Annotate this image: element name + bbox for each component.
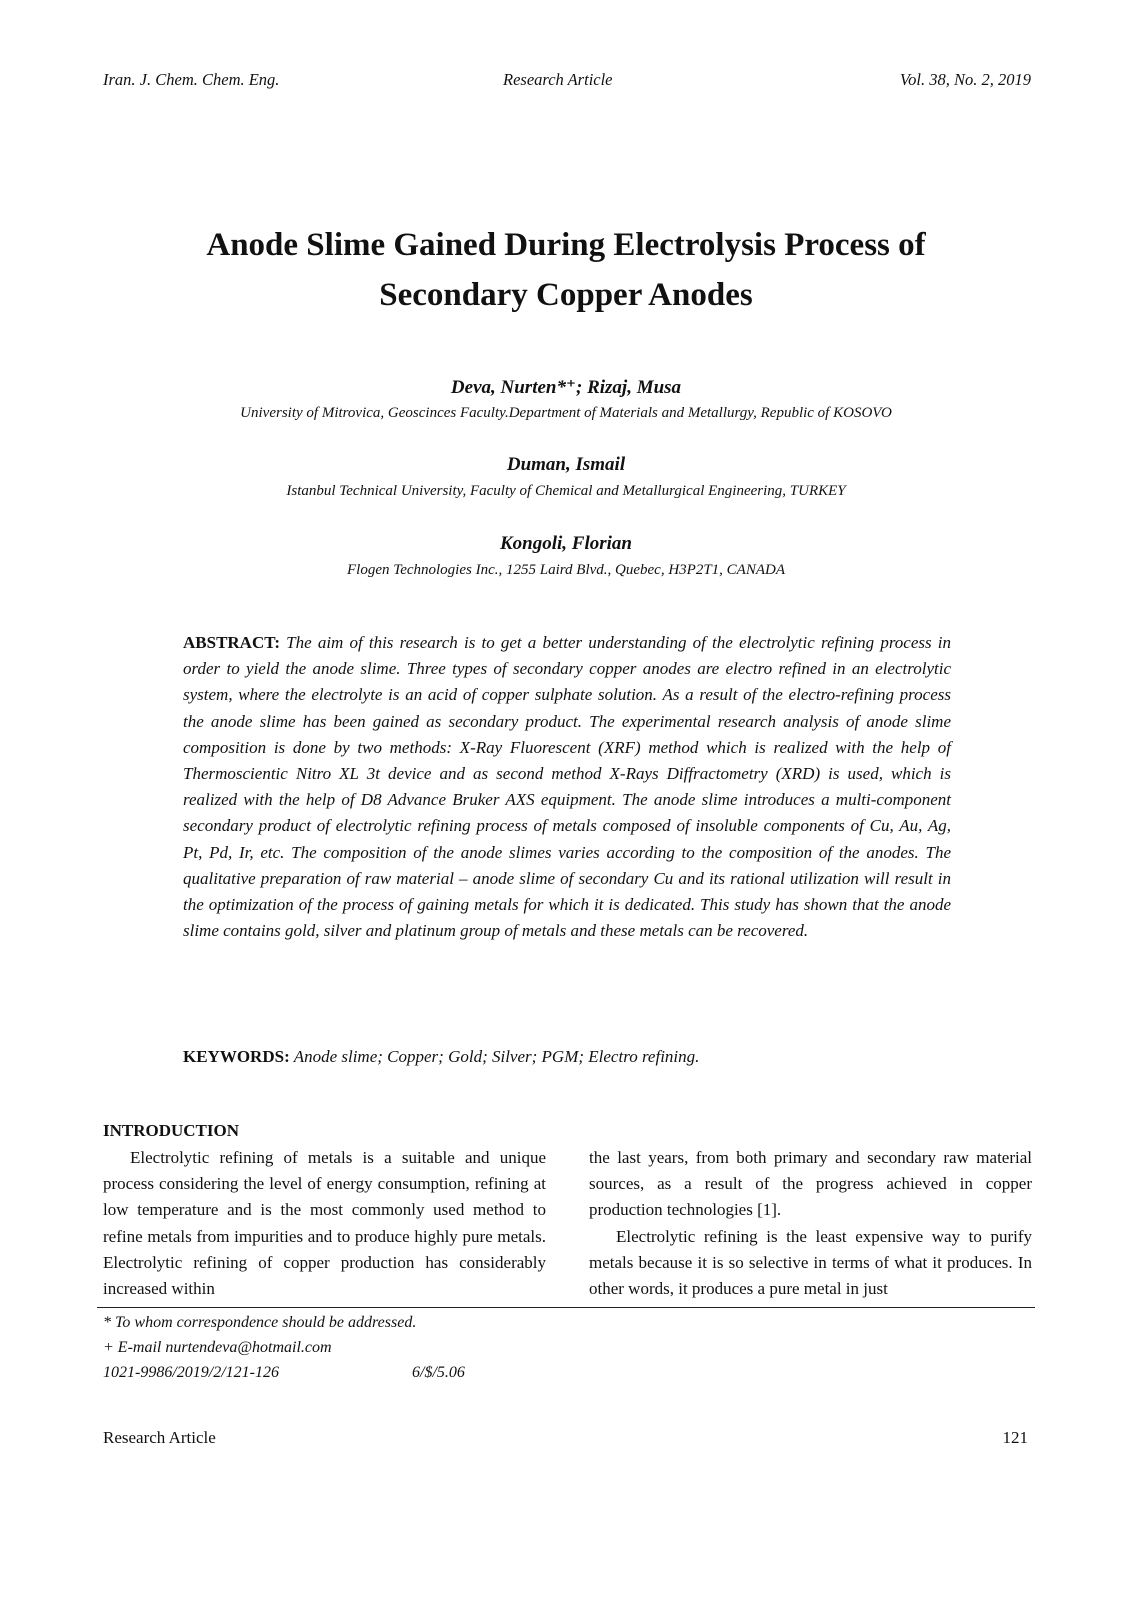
- footnote-correspondence: * To whom correspondence should be addressed.: [103, 1314, 417, 1331]
- abstract-label: ABSTRACT:: [183, 633, 280, 652]
- footnote-price: 6/$/5.06: [412, 1364, 465, 1381]
- abstract-text: The aim of this research is to get a better understanding of the electrolytic refining process in order to yield the anode slime. Three types of secondary copper anodes are electro refined in an electrolytic system, where the electrolyte is an acid of copper sulphate solution. As a result of the electro-refining process the anode slime has been gained as secondary product. The experimental research analysis of anode slime composition is done by two methods: X-Ray Fluorescent (XRF) method which is realized with the help of Thermoscientic Nitro XL 3t device and as second method X-Rays Diffractometry (XRD) is used, which is realized with the help of D8 Advance Bruker AXS equipment. The anode slime introduces a multi-component secondary product of electrolytic refining process of metals composed of insoluble components of Cu, Au, Ag, Pt, Pd, Ir, etc. The composition of the anode slimes varies according to the composition of the anodes. The qualitative preparation of raw material – anode slime of secondary Cu and its rational utilization will result in the optimization of the process of gaining metals for which it is dedicated. This study has shown that the anode slime contains gold, silver and platinum group of metals and these metals can be recovered.: [183, 633, 952, 941]
- section-heading-introduction: INTRODUCTION: [103, 1121, 240, 1140]
- title-line-2: Secondary Copper Anodes: [379, 277, 753, 313]
- page-number: 121: [1002, 1428, 1028, 1447]
- abstract: [183, 630, 951, 944]
- footnote-divider: [97, 1307, 1035, 1308]
- intro-paragraph-1-cont: the last years, from both primary and secondary raw material sources, as a result of the progress achieved in copper production technologies [1].: [589, 1148, 1032, 1220]
- author-3: Kongoli, Florian: [500, 533, 632, 554]
- keywords-label: KEYWORDS:: [183, 1047, 290, 1066]
- affiliation-3: Flogen Technologies Inc., 1255 Laird Blvd., Quebec, H3P2T1, CANADA: [346, 562, 785, 578]
- left-column: [103, 1145, 546, 1302]
- affiliation-2: Istanbul Technical University, Faculty of Chemical and Metallurgical Engineering, TURKEY: [286, 483, 846, 499]
- right-column: [589, 1145, 1032, 1302]
- volume-info: Vol. 38, No. 2, 2019: [899, 70, 1031, 89]
- footnote-issn: 1021-9986/2019/2/121-126: [103, 1364, 279, 1381]
- affiliation-1: University of Mitrovica, Geoscinces Faculty.Department of Materials and Metallurgy, Republic of KOSOVO: [240, 405, 892, 421]
- footer-label: Research Article: [103, 1428, 216, 1447]
- intro-paragraph-1: Electrolytic refining of metals is a suitable and unique process considering the level of energy consumption, refining at low temperature and is the most commonly used method to refine metals from impurities and to produce highly pure metals. Electrolytic refining of copper production has considerably increased within: [103, 1148, 546, 1299]
- author-1: Deva, Nurten*⁺; Rizaj, Musa: [450, 377, 682, 398]
- keywords-text: Anode slime; Copper; Gold; Silver; PGM; Electro refining.: [293, 1047, 700, 1066]
- paper-title: [0, 220, 1132, 320]
- keywords: [183, 1047, 699, 1067]
- title-line-1: Anode Slime Gained During Electrolysis Process of: [206, 227, 926, 263]
- article-type: Research Article: [503, 70, 613, 89]
- journal-name: Iran. J. Chem. Chem. Eng.: [103, 70, 280, 89]
- footnote-email: + E-mail nurtendeva@hotmail.com: [103, 1339, 332, 1356]
- author-2: Duman, Ismail: [506, 454, 626, 475]
- intro-paragraph-2: Electrolytic refining is the least expensive way to purify metals because it is so selective in terms of what it produces. In other words, it produces a pure metal in just: [589, 1226, 1032, 1299]
